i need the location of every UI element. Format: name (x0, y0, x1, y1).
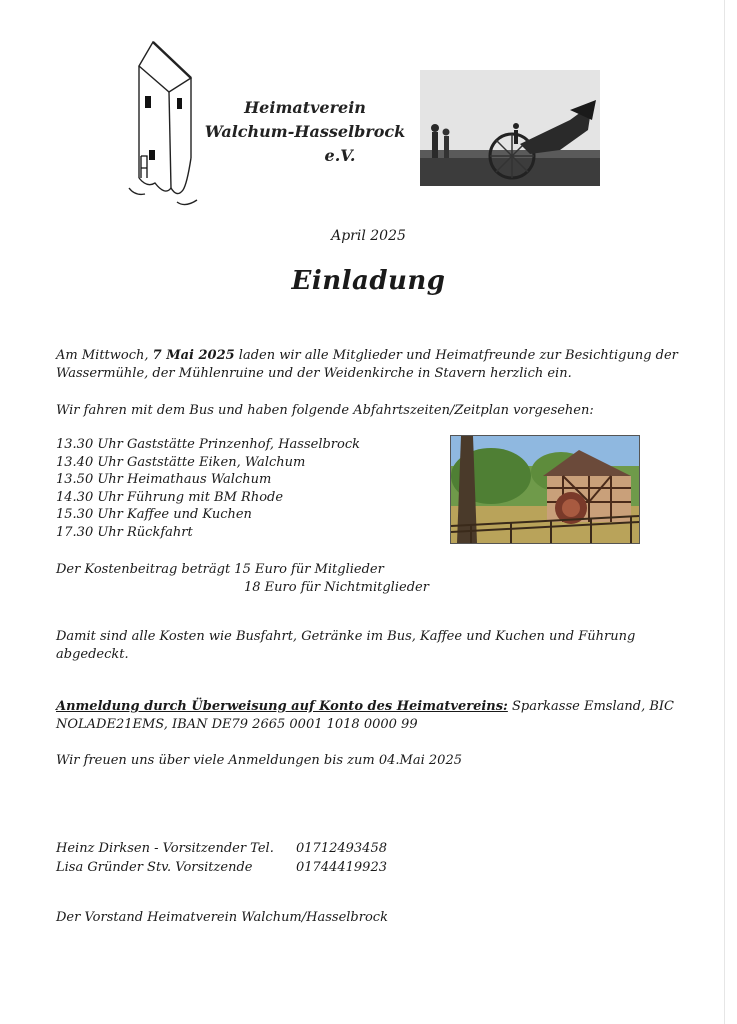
org-line-3: e.V. (324, 146, 356, 165)
covered-costs: Damit sind alle Kosten wie Busfahrt, Getränke im Bus, Kaffee und Kuchen und Führung abgedeckt. (56, 629, 636, 662)
schedule-item: 13.30 Uhr Gaststätte Prinzenhof, Hasselbrock (56, 437, 360, 452)
registration-info (56, 698, 696, 734)
contact-phone: 01744419923 (296, 860, 387, 875)
contact-row (56, 859, 476, 878)
cost-members: Der Kostenbeitrag beträgt 15 Euro für Mitglieder (56, 562, 384, 577)
contact-name: Lisa Gründer Stv. Vorsitzende (56, 860, 253, 875)
cost-non-members: 18 Euro für Nichtmitglieder (244, 580, 429, 595)
schedule-item: 17.30 Uhr Rückfahrt (56, 524, 193, 540)
org-line-2: Walchum-Hasselbrock (204, 122, 406, 141)
page-title: Einladung (291, 266, 446, 296)
schedule-intro: Wir fahren mit dem Bus und haben folgende Abfahrtszeiten/Zeitplan vorgesehen: (56, 403, 594, 418)
intro-before: Am Mittwoch, (56, 348, 153, 363)
schedule-item: 13.50 Uhr Heimathaus Walchum (56, 472, 272, 487)
tower-logo-icon (125, 38, 205, 208)
contact-phone: 01712493458 (296, 841, 387, 856)
bank-details: Sparkasse Emsland, BIC NOLADE21EMS, IBAN DE79 2665 0001 1018 0000 99 (56, 699, 674, 732)
letter-date: April 2025 (331, 228, 406, 244)
cost-info (56, 561, 476, 597)
contacts (56, 840, 476, 878)
intro-paragraph (56, 347, 696, 383)
event-date: 7 Mai 2025 (152, 348, 235, 363)
org-line-1: Heimatverein (244, 98, 366, 117)
historic-plough-photo (420, 70, 600, 186)
intro-after: laden wir alle Mitglieder und Heimatfreunde zur Besichtigung der Wassermühle, der Mühlenruine und der Weidenkirche in Stavern herzlich ein. (56, 348, 678, 381)
water-mill-photo (450, 435, 640, 544)
signature: Der Vorstand Heimatverein Walchum/Hasselbrock (56, 910, 388, 925)
scan-edge (724, 0, 725, 1024)
schedule-list (56, 436, 436, 541)
registration-heading: Anmeldung durch Überweisung auf Konto des Heimatvereins: (56, 699, 508, 714)
registration-deadline: Wir freuen uns über viele Anmeldungen bis zum 04.Mai 2025 (56, 753, 462, 768)
org-name (200, 96, 410, 168)
schedule-item: 15.30 Uhr Kaffee und Kuchen (56, 507, 252, 522)
schedule-item: 13.40 Uhr Gaststätte Eiken, Walchum (56, 454, 306, 470)
contact-row (56, 840, 476, 859)
contact-name: Heinz Dirksen - Vorsitzender Tel. (56, 841, 274, 856)
schedule-item: 14.30 Uhr Führung mit BM Rhode (56, 489, 284, 505)
